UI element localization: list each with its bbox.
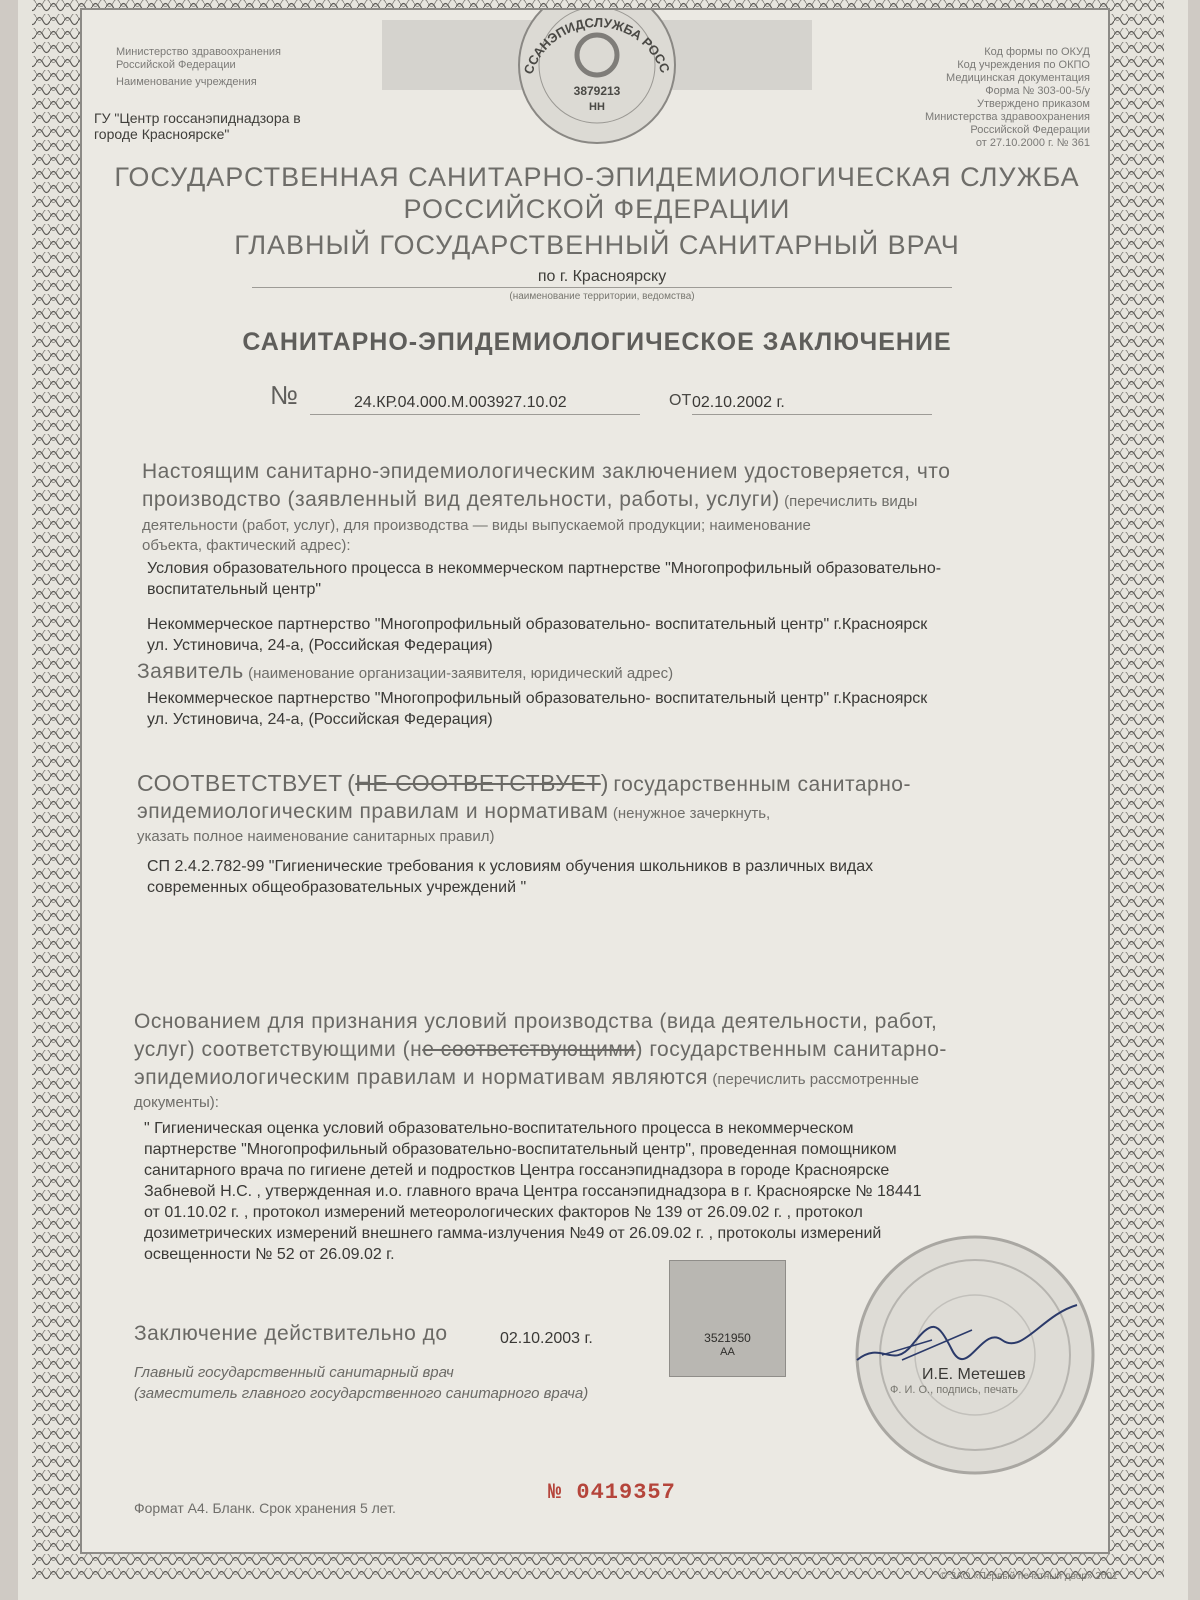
basis-line-1: Основанием для признания условий производства (вида деятельности, работ,: [134, 1010, 938, 1033]
basis-line-2: услуг) соответствующими (не соответствующими) государственным санитарно-: [134, 1038, 947, 1061]
basis-line-4: документы):: [134, 1094, 219, 1111]
document-number: 24.КР.04.000.М.003927.10.02: [354, 394, 567, 411]
basis-document-line: от 01.10.02 г. , протокол измерений метеорологических факторов № 139 от 26.09.02 г. , протокол: [144, 1204, 863, 1221]
emblem: [382, 10, 812, 150]
applicant-text: Некоммерческое партнерство "Многопрофильный образовательно- воспитательный центр" г.Красноярск ул. Устиновича, 24-а, (Российская Федерация): [147, 690, 928, 728]
emblem-series: НН: [589, 101, 605, 113]
federation-title: РОССИЙСКОЙ ФЕДЕРАЦИИ: [403, 194, 791, 224]
signatory-name: И.Е. Метешев: [922, 1366, 1026, 1383]
basis-document-line: санитарного врача по гигиене детей и подростков Центра госсанэпиднадзора в городе Красноярске: [144, 1162, 890, 1179]
emblem-arc-text: ССАНЭПИДСЛУЖБА РОСС: [520, 14, 673, 77]
basis-document-line: партнерстве "Многопрофильный образовательно-воспитательный центр", проведенная помощником: [144, 1141, 897, 1158]
basis-document-line: дозиметрических измерений внешнего гамма-излучения №49 от 26.09.02 г. , протоколы измерений: [144, 1225, 882, 1242]
compliance-hint: указать полное наименование санитарных правил): [137, 828, 495, 845]
hologram-sticker: [669, 1260, 786, 1377]
certify-lead-2: производство (заявленный вид деятельности, работы, услуги) (перечислить виды: [142, 488, 918, 511]
hologram-number: 3521950: [704, 1331, 751, 1345]
service-title: ГОСУДАРСТВЕННАЯ САНИТАРНО-ЭПИДЕМИОЛОГИЧЕСКАЯ СЛУЖБА: [114, 162, 1080, 192]
applicant-heading: Заявитель (наименование организации-заявителя, юридический адрес): [137, 660, 674, 683]
number-line: [310, 414, 640, 415]
basis-document-line: Забневой Н.С. , утвержденная и.о. главного врача Центра госсанэпиднадзора в г. Красноярске № 18441: [144, 1183, 922, 1200]
sanitary-rules: СП 2.4.2.782-99 "Гигиенические требования к условиям обучения школьников в различных видах современных общеобразовательных учреждений ": [147, 858, 874, 896]
object-address: Некоммерческое партнерство "Многопрофильный образовательно- воспитательный центр" г.Красноярск ул. Устиновича, 24-а, (Российская Федерация): [147, 616, 928, 654]
form-area: [80, 8, 1110, 1554]
signature-hint: Ф. И. О., подпись, печать: [890, 1384, 1018, 1396]
basis-document-line: освещенности № 52 от 26.09.02 г.: [144, 1246, 395, 1263]
date-label: ОТ: [669, 392, 692, 409]
compliance-line: СООТВЕТСТВУЕТ (НЕ СООТВЕТСТВУЕТ) государственным санитарно-: [137, 770, 911, 796]
not-complies-struck: НЕ СООТВЕТСТВУЕТ: [355, 770, 601, 796]
validity-date: 02.10.2003 г.: [500, 1330, 593, 1347]
complies-word: СООТВЕТСТВУЕТ: [137, 770, 343, 796]
territory-hint: (наименование территории, ведомства): [509, 291, 695, 302]
form-codes: Код формы по ОКУД Код учреждения по ОКПО Медицинская документация Форма № 303-00-5/у Утверждено приказом Министерства здравоохранения Российской Федерации от 27.10.2000 г. № 361: [925, 46, 1090, 149]
territory-line: [252, 287, 952, 288]
basis-document-line: " Гигиеническая оценка условий образовательно-воспитательного процесса в некоммерческом: [144, 1120, 854, 1137]
validity-label: Заключение действительно до: [134, 1322, 448, 1345]
document-date: 02.10.2002 г.: [692, 394, 785, 411]
signatory-role: Главный государственный санитарный врач (заместитель главного государственного санитарного врача): [134, 1364, 589, 1402]
basis-line-3: эпидемиологическим правилам и нормативам являются (перечислить рассмотренные: [134, 1066, 919, 1089]
ministry-text: Министерство здравоохранения Российской Федерации Наименование учреждения: [116, 46, 281, 88]
date-line: [692, 414, 932, 415]
document-title: САНИТАРНО-ЭПИДЕМИОЛОГИЧЕСКОЕ ЗАКЛЮЧЕНИЕ: [242, 328, 952, 356]
certify-lead: Настоящим санитарно-эпидемиологическим заключением удостоверяется, что: [142, 460, 951, 483]
format-note: Формат А4. Бланк. Срок хранения 5 лет.: [134, 1500, 396, 1516]
territory: по г. Красноярску: [537, 268, 667, 285]
chief-doctor-title: ГЛАВНЫЙ ГОСУДАРСТВЕННЫЙ САНИТАРНЫЙ ВРАЧ: [234, 230, 960, 260]
activity-text: Условия образовательного процесса в некоммерческом партнерстве "Многопрофильный образовательно- воспитательный центр": [147, 560, 942, 598]
number-sign: №: [270, 380, 298, 410]
hologram-series: АА: [720, 1346, 735, 1358]
institution-name: ГУ "Центр госсанэпиднадзора в городе Красноярске": [94, 110, 301, 142]
emblem-number: 3879213: [573, 84, 621, 98]
form-serial-number: № 0419357: [548, 1480, 676, 1505]
compliance-line-2: эпидемиологическим правилам и нормативам (ненужное зачеркнуть,: [137, 800, 771, 823]
certify-hint: деятельности (работ, услуг), для производства — виды выпускаемой продукции; наименование объекта, фактический адрес):: [142, 517, 811, 554]
printer-copyright: © ЗАО «Первый печатный двор» 2001: [940, 1571, 1118, 1582]
